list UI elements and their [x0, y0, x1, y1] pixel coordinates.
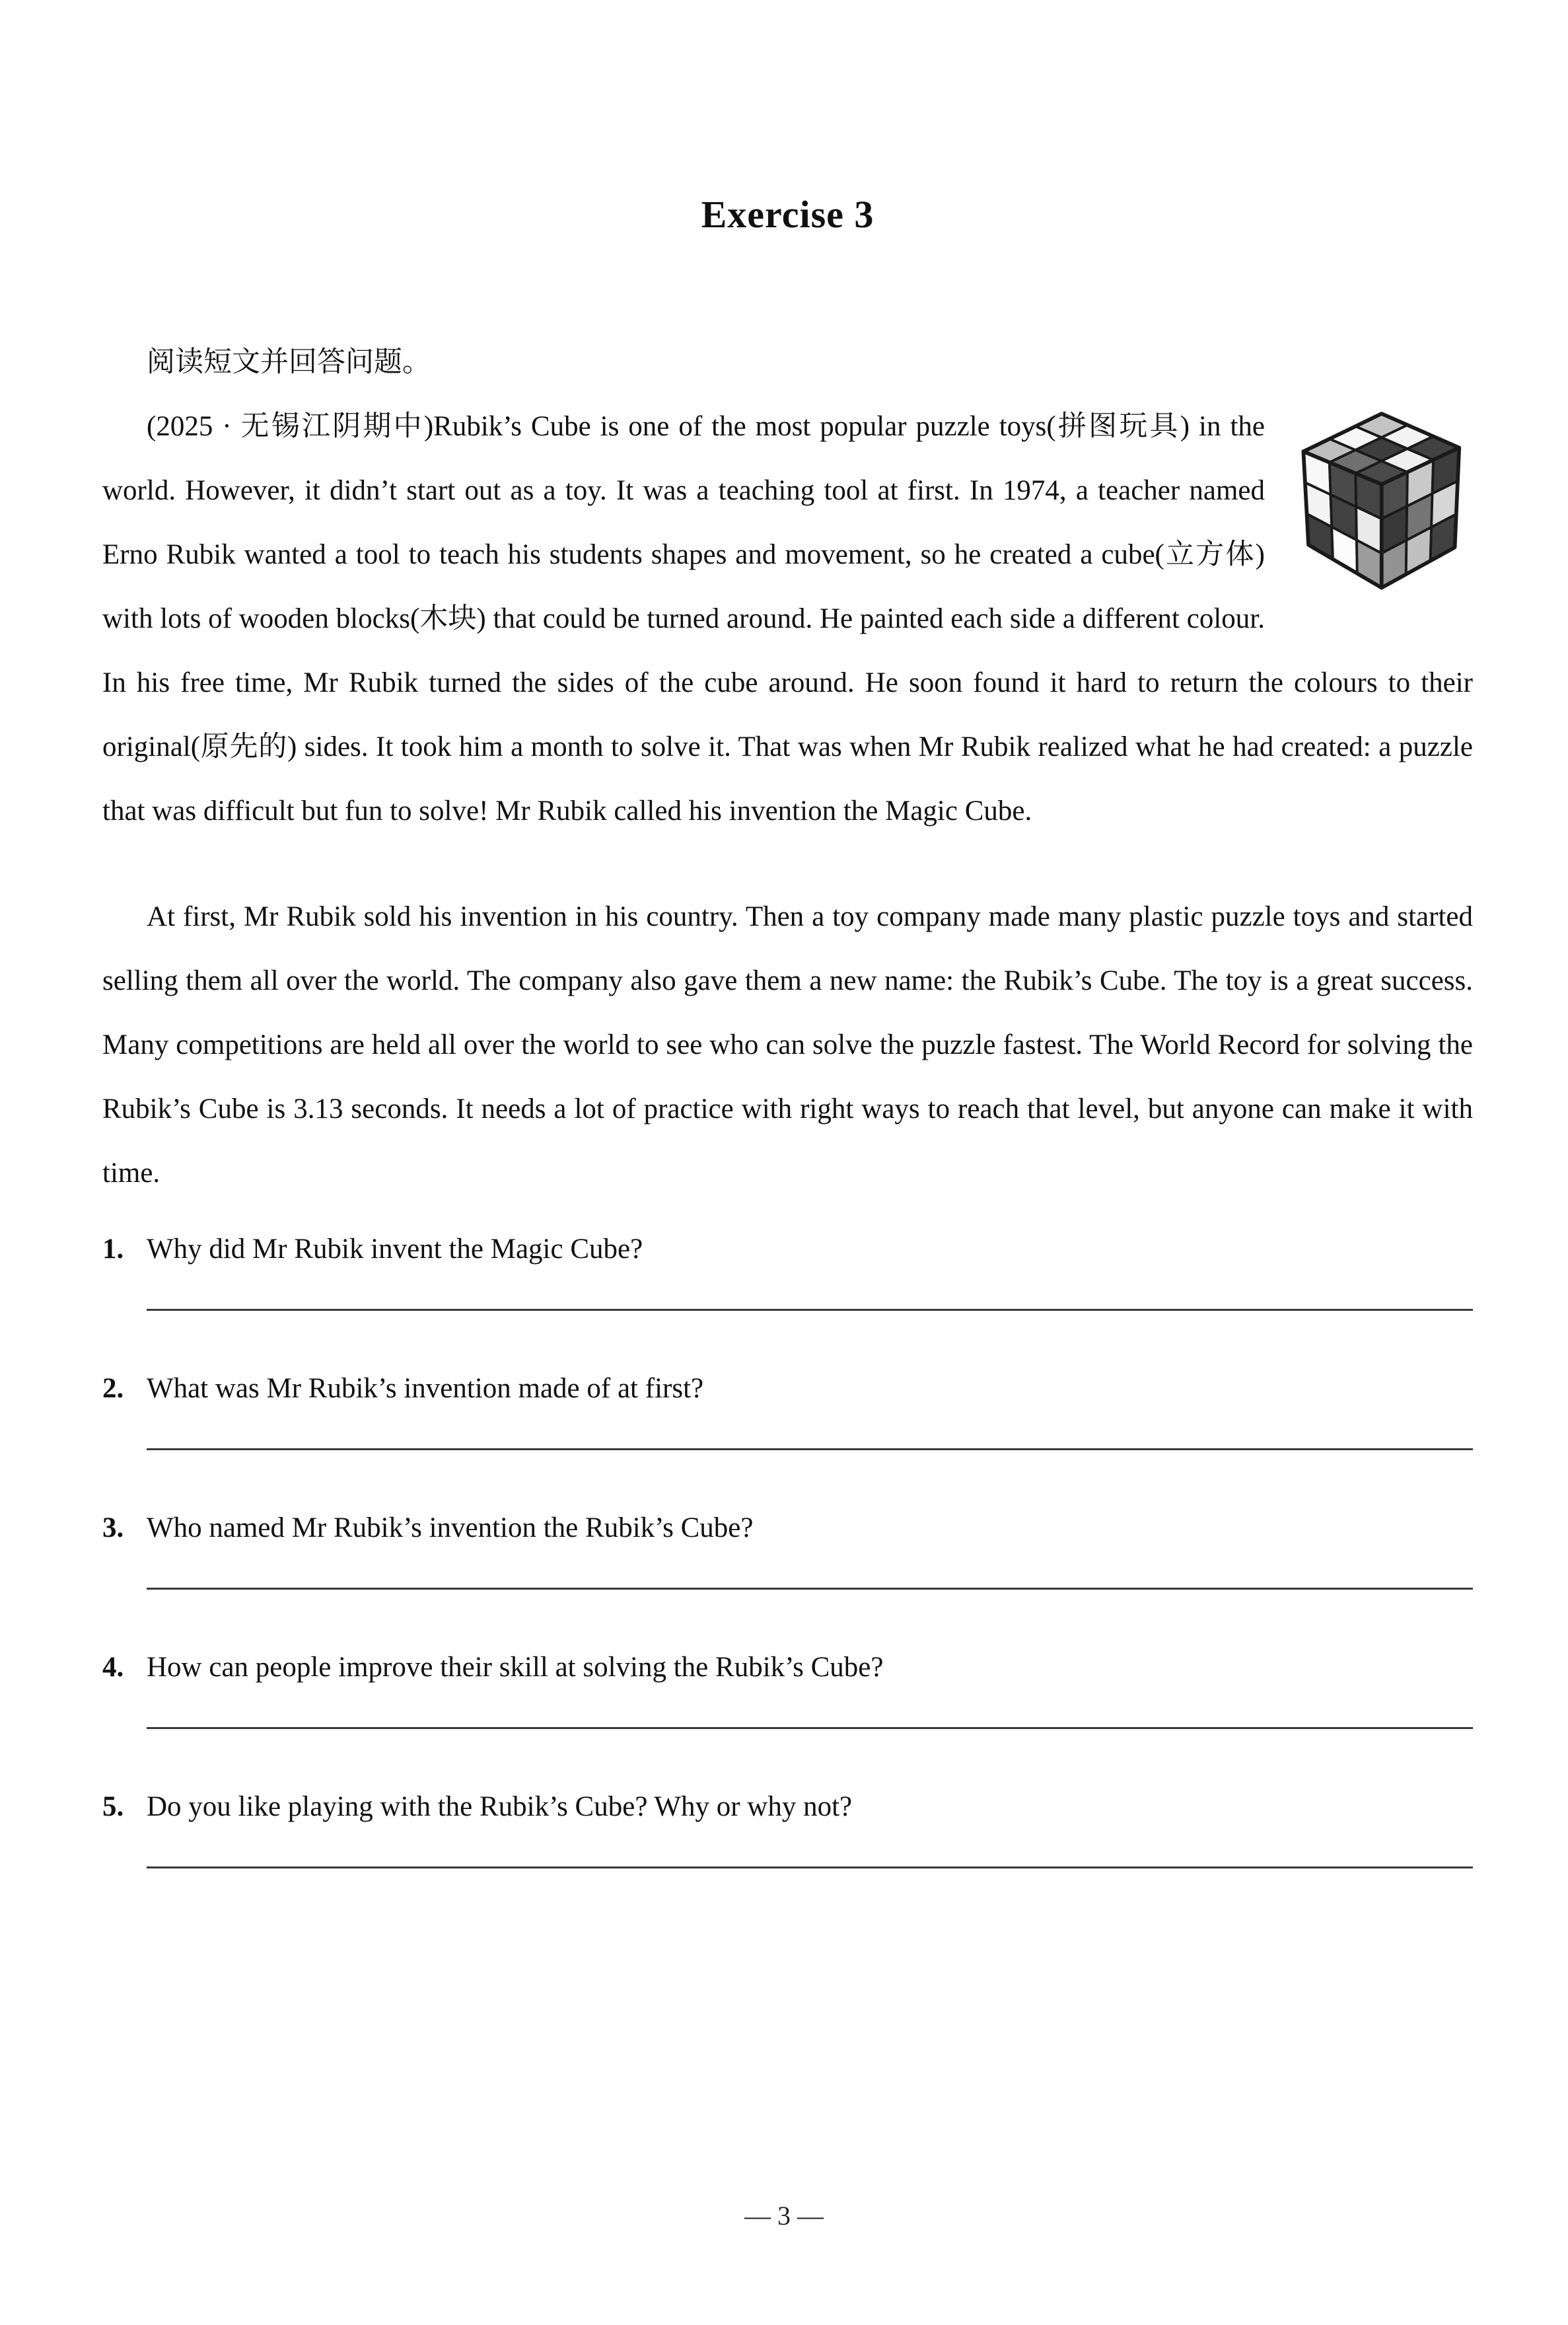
- question-text: Who named Mr Rubik’s invention the Rubik’s Cube?: [147, 1512, 754, 1543]
- question-row: [102, 1217, 1473, 1281]
- answer-blank-line: [147, 1421, 1473, 1450]
- answer-blank-line: [147, 1560, 1473, 1590]
- page-number: — 3 —: [744, 2201, 824, 2231]
- passage-source-tag: (2025 · 无锡江阴期中): [147, 411, 434, 442]
- rubiks-cube-image: [1285, 401, 1473, 597]
- question-text: How can people improve their skill at solving the Rubik’s Cube?: [147, 1652, 884, 1683]
- rubiks-cube-illustration: [1285, 401, 1473, 597]
- question-row: [102, 1775, 1473, 1839]
- reading-passage: [102, 394, 1473, 1205]
- question-row: [102, 1496, 1473, 1560]
- question-block: [102, 1356, 1473, 1450]
- passage-paragraph-1: [102, 394, 1473, 843]
- question-text: What was Mr Rubik’s invention made of at first?: [147, 1373, 704, 1404]
- question-number: 1.: [102, 1234, 124, 1265]
- passage-paragraph-2: At first, Mr Rubik sold his invention in his country. Then a toy company made many plastic puzzle toys and started selling them all over the world. The company also gave them a new name: the Rubik’s Cube. The toy is a great success. Many competitions are held all over the world to see who can solve the puzzle fastest. The World Record for solving the Rubik’s Cube is 3.13 seconds. It needs a lot of practice with right ways to reach that level, but anyone can make it with time.: [102, 901, 1473, 1189]
- question-number: 2.: [102, 1373, 124, 1404]
- question-row: [102, 1635, 1473, 1699]
- questions-section: [102, 1217, 1473, 1868]
- instruction-text: 阅读短文并回答问题。: [147, 347, 431, 378]
- question-text: Do you like playing with the Rubik’s Cube? Why or why not?: [147, 1791, 853, 1822]
- question-block: [102, 1217, 1473, 1311]
- question-number: 5.: [102, 1791, 124, 1822]
- question-number: 4.: [102, 1652, 124, 1683]
- question-row: [102, 1356, 1473, 1421]
- question-block: [102, 1635, 1473, 1729]
- question-block: [102, 1775, 1473, 1868]
- page-title: Exercise 3: [701, 193, 874, 236]
- answer-blank-line: [147, 1839, 1473, 1868]
- question-block: [102, 1496, 1473, 1590]
- passage-paragraph-1-text: Rubik’s Cube is one of the most popular puzzle toys(拼图玩具) in the world. However, it didn’t start out as a toy. It was a teaching tool at first. In 1974, a teacher named Erno Rubik wanted a tool to teach his students shapes and movement, so he created a cube(立方体) with lots of wooden blocks(木块) that could be turned around. He painted each side a different colour. In his free time, Mr Rubik turned the sides of the cube around. He soon found it hard to return the colours to their original(原先的) sides. It took him a month to solve it. That was when Mr Rubik realized what he had created: a puzzle that was difficult but fun to solve! Mr Rubik called his invention the Magic Cube.: [102, 411, 1473, 827]
- question-number: 3.: [102, 1512, 124, 1543]
- answer-blank-line: [147, 1699, 1473, 1729]
- question-text: Why did Mr Rubik invent the Magic Cube?: [147, 1234, 643, 1265]
- answer-blank-line: [147, 1281, 1473, 1311]
